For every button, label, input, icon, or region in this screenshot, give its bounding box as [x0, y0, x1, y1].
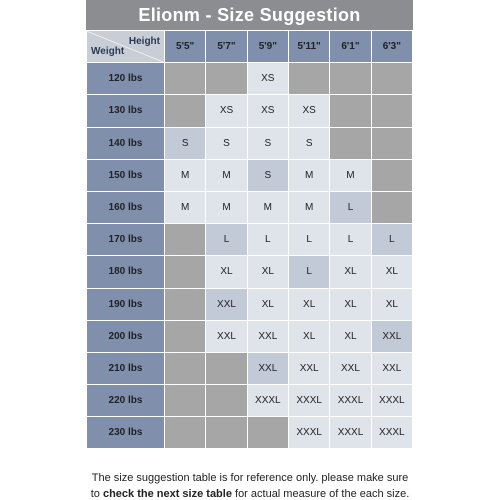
size-cell: L — [288, 256, 329, 288]
size-cell — [165, 63, 206, 95]
weight-label: 150 lbs — [87, 159, 165, 191]
size-cell: XS — [206, 95, 247, 127]
footer-suffix: for actual measure of the each size. — [231, 488, 410, 500]
size-cell: M — [247, 191, 288, 223]
size-row — [87, 320, 413, 352]
size-cell — [371, 191, 412, 223]
size-cell: XXL — [206, 288, 247, 320]
weight-label: 190 lbs — [87, 288, 165, 320]
size-cell: L — [371, 224, 412, 256]
size-cell: XXL — [288, 352, 329, 384]
size-cell — [165, 224, 206, 256]
size-row — [87, 288, 413, 320]
size-cell: XXXL — [371, 385, 412, 417]
size-cell — [330, 63, 371, 95]
size-cell: XL — [330, 320, 371, 352]
size-cell: L — [247, 224, 288, 256]
footer-note-line1: The size suggestion table is for reference only. please make sure — [91, 472, 409, 484]
height-axis-label: Height — [128, 36, 160, 47]
weight-axis-label: Weight — [91, 46, 125, 58]
footer-emphasis: check the next size table — [102, 488, 232, 500]
size-cell: XL — [330, 256, 371, 288]
size-row — [87, 417, 413, 449]
size-cell: L — [206, 224, 247, 256]
footer-note-line2 — [0, 488, 500, 500]
size-cell: M — [288, 159, 329, 191]
size-cell: XL — [206, 256, 247, 288]
size-cell: XXL — [247, 352, 288, 384]
size-cell: XXXL — [288, 417, 329, 449]
size-cell: XXXL — [371, 417, 412, 449]
size-cell: XL — [288, 288, 329, 320]
size-cell: L — [330, 191, 371, 223]
size-cell: XL — [288, 320, 329, 352]
size-cell — [371, 159, 412, 191]
size-cell — [206, 385, 247, 417]
weight-label: 170 lbs — [87, 224, 165, 256]
height-header: 6'1" — [330, 31, 371, 63]
size-row — [87, 256, 413, 288]
weight-label: 180 lbs — [87, 256, 165, 288]
size-row — [87, 95, 413, 127]
weight-label: 160 lbs — [87, 191, 165, 223]
size-cell — [165, 417, 206, 449]
size-row — [87, 63, 413, 95]
header-row — [87, 31, 413, 63]
size-cell: XXXL — [288, 385, 329, 417]
size-cell: S — [247, 127, 288, 159]
size-cell — [371, 63, 412, 95]
size-cell: XXL — [206, 320, 247, 352]
height-header: 5'5" — [165, 31, 206, 63]
size-cell: XS — [247, 63, 288, 95]
weight-label: 200 lbs — [87, 320, 165, 352]
chart-title: Elionm - Size Suggestion — [86, 0, 413, 30]
size-cell — [165, 385, 206, 417]
size-cell: XXL — [330, 352, 371, 384]
size-cell: M — [165, 159, 206, 191]
size-cell: M — [206, 191, 247, 223]
size-cell: XS — [247, 95, 288, 127]
size-cell — [330, 95, 371, 127]
size-table — [86, 30, 413, 449]
size-row — [87, 385, 413, 417]
weight-label: 210 lbs — [87, 352, 165, 384]
size-cell — [165, 256, 206, 288]
size-cell — [371, 127, 412, 159]
size-row — [87, 224, 413, 256]
size-cell — [330, 127, 371, 159]
height-header: 6'3" — [371, 31, 412, 63]
size-cell: M — [165, 191, 206, 223]
size-cell: XXXL — [330, 417, 371, 449]
size-cell: XL — [371, 256, 412, 288]
size-cell: XXXL — [247, 385, 288, 417]
height-header: 5'9" — [247, 31, 288, 63]
size-cell: XL — [247, 288, 288, 320]
footer-prefix: to — [90, 488, 103, 500]
size-chart — [86, 0, 413, 449]
size-cell — [165, 320, 206, 352]
size-cell — [165, 95, 206, 127]
size-cell — [206, 352, 247, 384]
corner-cell — [87, 31, 165, 63]
weight-label: 230 lbs — [87, 417, 165, 449]
size-cell — [206, 63, 247, 95]
size-cell: M — [206, 159, 247, 191]
size-cell: XS — [288, 95, 329, 127]
size-cell — [371, 95, 412, 127]
size-cell — [165, 352, 206, 384]
size-cell: XL — [330, 288, 371, 320]
size-row — [87, 127, 413, 159]
size-cell: S — [206, 127, 247, 159]
size-cell: XL — [371, 288, 412, 320]
size-cell — [165, 288, 206, 320]
size-row — [87, 191, 413, 223]
size-cell: M — [330, 159, 371, 191]
size-cell: XXL — [247, 320, 288, 352]
size-cell: XXL — [371, 320, 412, 352]
size-cell: S — [288, 127, 329, 159]
size-cell: S — [247, 159, 288, 191]
size-cell: XXXL — [330, 385, 371, 417]
size-cell — [206, 417, 247, 449]
size-cell: L — [288, 224, 329, 256]
size-cell — [288, 63, 329, 95]
size-cell — [247, 417, 288, 449]
size-cell: XXL — [371, 352, 412, 384]
weight-label: 140 lbs — [87, 127, 165, 159]
size-cell: S — [165, 127, 206, 159]
weight-label: 220 lbs — [87, 385, 165, 417]
size-row — [87, 159, 413, 191]
size-cell: L — [330, 224, 371, 256]
weight-label: 120 lbs — [87, 63, 165, 95]
height-header: 5'7" — [206, 31, 247, 63]
height-header: 5'11" — [288, 31, 329, 63]
weight-label: 130 lbs — [87, 95, 165, 127]
size-row — [87, 352, 413, 384]
size-cell: XL — [247, 256, 288, 288]
size-cell: M — [288, 191, 329, 223]
